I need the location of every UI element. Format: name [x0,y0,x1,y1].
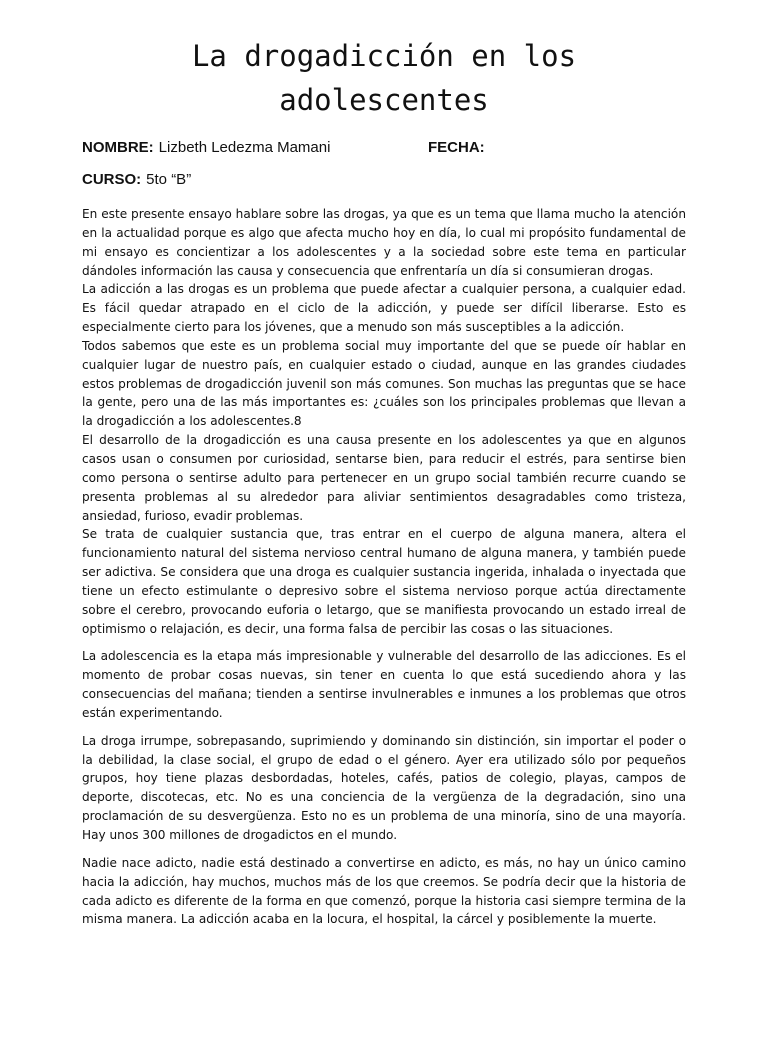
nombre-label: NOMBRE: [82,139,154,156]
document-title [82,34,686,122]
document-page [0,34,768,1058]
curso-label: CURSO: [82,171,142,188]
paragraph: La adolescencia es la etapa más impresionable y vulnerable del desarrollo de las adicciones. Es el momento de probar cosas nuevas, sin tener en cuenta lo que está sucediendo ahora y las consecuencias del mañana; tienden a sentirse invulnerables e inmunes a los problemas que otros están experimentando. [82,649,686,720]
nombre-value: Lizbeth Ledezma Mamani [158,139,331,156]
paragraph: Nadie nace adicto, nadie está destinado a convertirse en adicto, es más, no hay un único camino hacia la adicción, hay muchos, muchos más de los que creemos. Se podría decir que la historia de cada adicto es diferente de la forma en que comenzó, porque la historia casi siempre termina de la misma manera. La adicción acaba en la locura, el hospital, la cárcel y posiblemente la muerte. [82,855,686,927]
paragraph: El desarrollo de la drogadicción es una causa presente en los adolescentes ya que en algunos casos usan o consumen por curiosidad, sentarse bien, para reducir el estrés, para sentirse bien como persona o sentirse adulto para pertenecer en un grupo social también recurre cuando se presenta problemas al su alrededor para aliviar sentimientos desagradables como tristeza, ansiedad, furioso, evadir problemas. [82,433,686,523]
paragraph: Se trata de cualquier sustancia que, tras entrar en el cuerpo de alguna manera, altera el funcionamiento natural del sistema nervioso central humano de alguna manera, y también puede ser adictiva. Se considera que una droga es cualquier sustancia ingerida, inhalada o inyectada que tiene un efecto estimulante o depresivo sobre el sistema nervioso porque actúa directamente sobre el cerebro, provocando euforia o letargo, que se manifiesta provocando un estado irreal de optimismo o relajación, es decir, una forma falsa de percibir las cosas o las situaciones. [82,527,686,636]
student-info-row [82,139,686,159]
paragraph: Todos sabemos que este es un problema social muy importante del que se puede oír hablar en cualquier lugar de nuestro país, en cualquier estado o ciudad, aunque en las grandes ciudades estos problemas de drogadicción juvenil son más comunes. Son muchas las preguntas que se hace la gente, pero una de las más importantes es: ¿cuáles son los principales problemas que llevan a la drogadicción a los adolescentes.8 [82,338,686,429]
curso-value: 5to “B” [146,171,192,188]
paragraph: La droga irrumpe, sobrepasando, suprimiendo y dominando sin distinción, sin importar el poder o la debilidad, la clase social, el grupo de edad o el género. Ayer era utilizado sólo por pequeños grupos, hoy tiene plazas desbordadas, hoteles, cafés, patios de colegio, playas, campos de deporte, discotecas, etc. No es una conciencia de la vergüenza de la degradación, sino una proclamación de su desvergüenza. Esto no es un problema de una minoría, sino de una mayoría. Hay unos 300 millones de drogadictos en el mundo. [82,733,686,842]
course-info-row [82,171,686,191]
paragraph: En este presente ensayo hablare sobre las drogas, ya que es un tema que llama mucho la atención en la actualidad porque es algo que afecta mucho hoy en día, lo cual mi propósito fundamental de mi ensayo es concientizar a los adolescentes y a la sociedad sobre este tema en particular dándoles información las causa y consecuencia que enfrentaría un día si consumieran drogas. [82,207,686,278]
title-line-2: adolescentes [279,83,489,117]
essay-body [82,205,686,929]
paragraph: La adicción a las drogas es un problema que puede afectar a cualquier persona, a cualquier edad. Es fácil quedar atrapado en el ciclo de la adicción, y puede ser difícil liberarse. Esto es especialmente cierto para los jóvenes, que a menudo son más susceptibles a la adicción. [82,282,686,335]
title-line-1: La drogadicción en los [191,39,577,73]
fecha-label: FECHA: [428,139,485,156]
